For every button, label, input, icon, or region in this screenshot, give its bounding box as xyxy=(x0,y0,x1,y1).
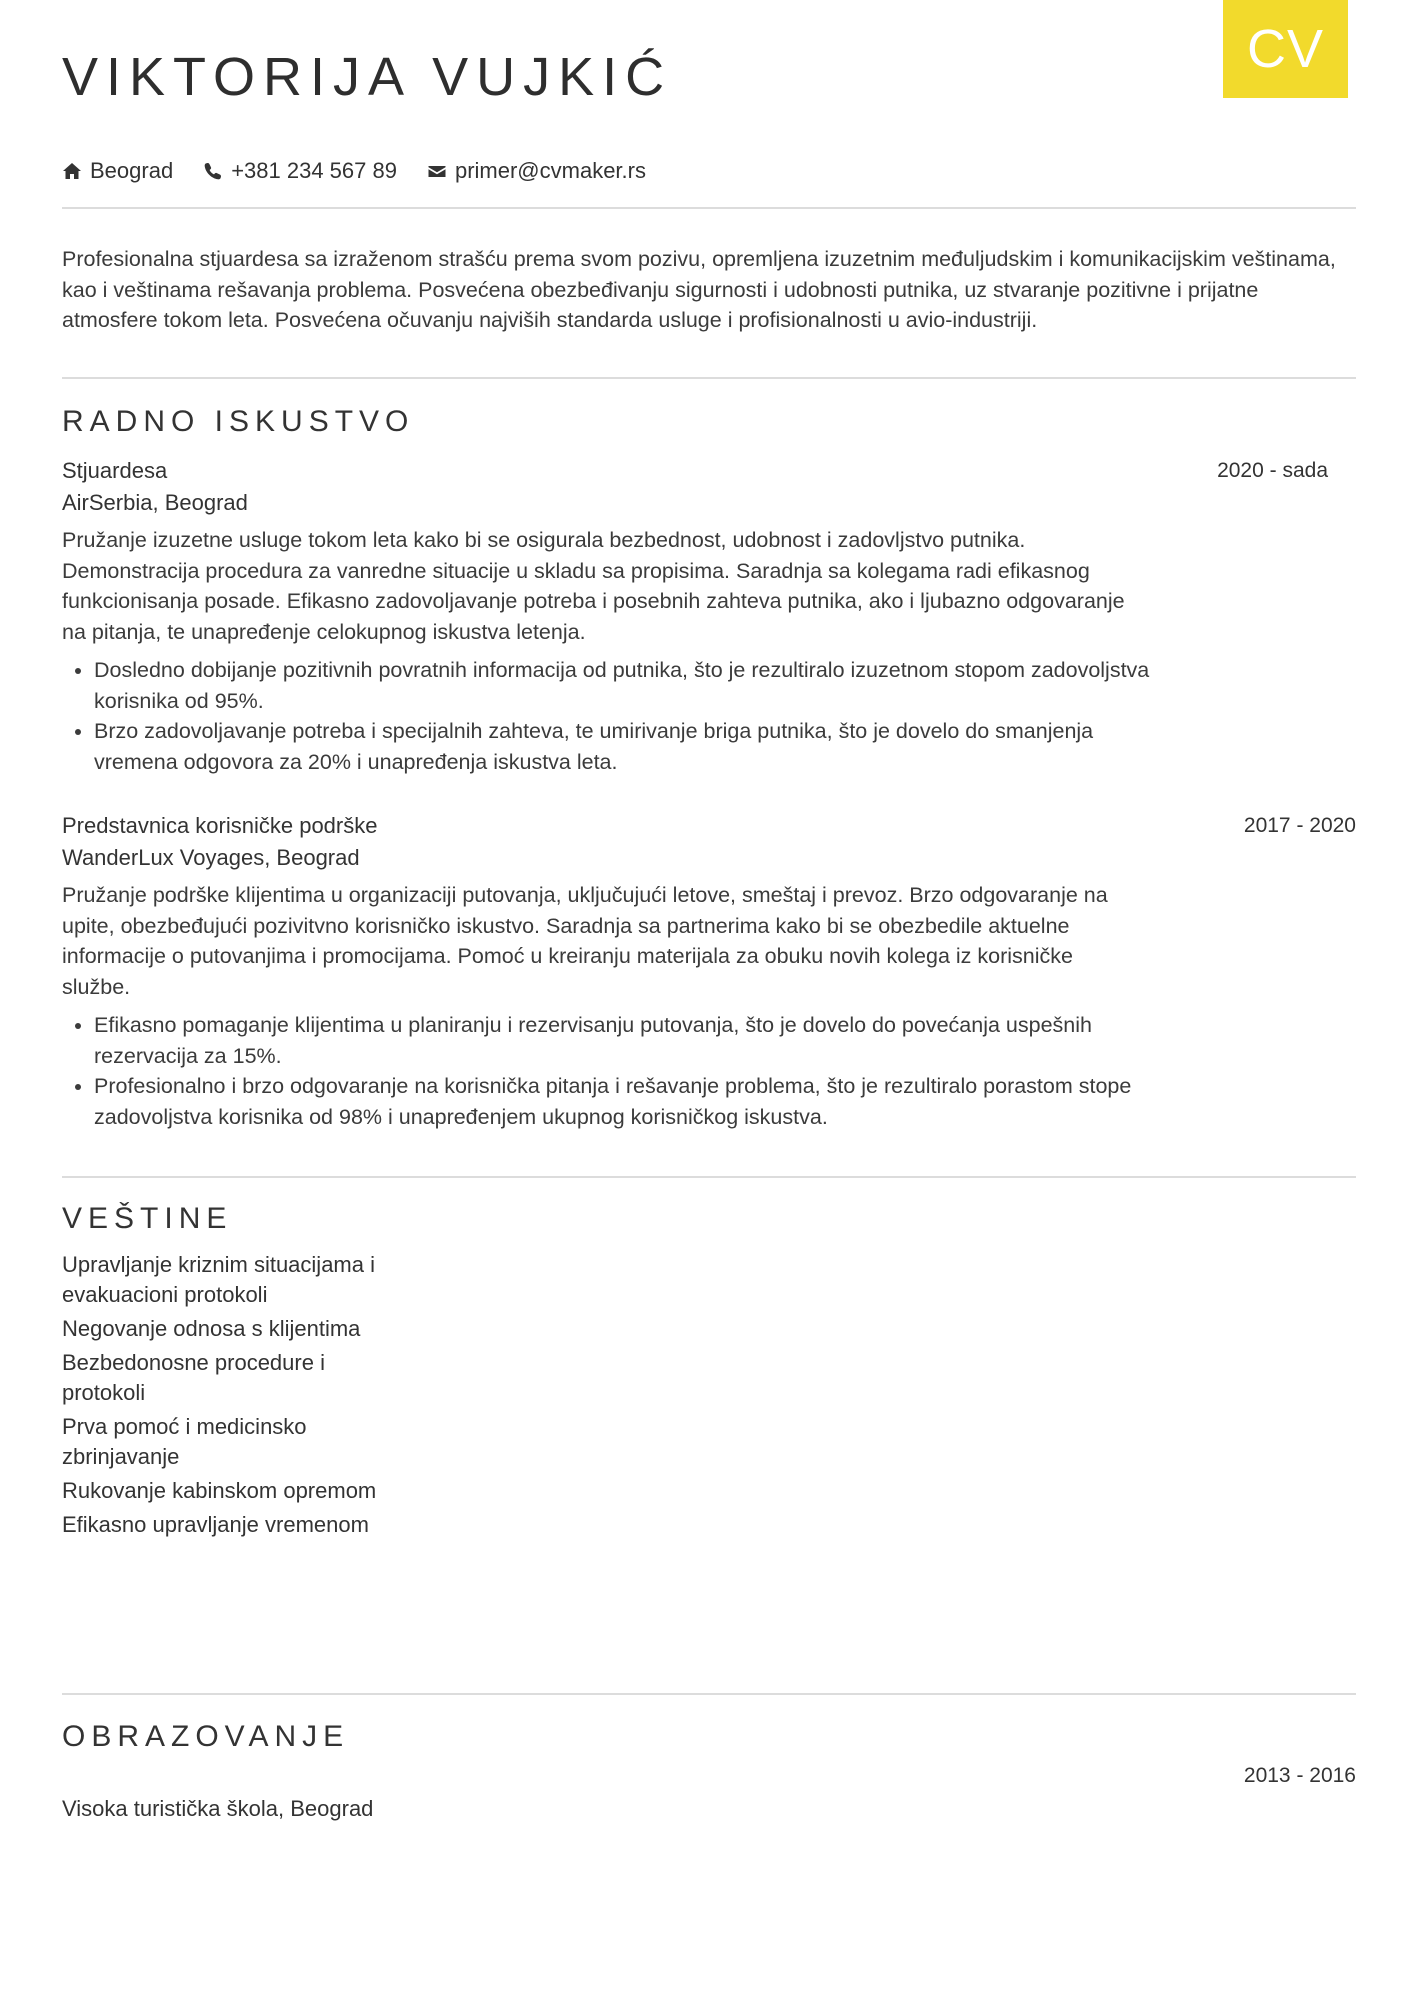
divider xyxy=(62,1693,1356,1695)
candidate-name: VIKTORIJA VUJKIĆ xyxy=(62,47,673,107)
contact-bar xyxy=(62,158,676,184)
job-company: AirSerbia, Beograd xyxy=(62,490,248,515)
divider xyxy=(62,207,1356,209)
contact-phone xyxy=(203,158,397,184)
achievement-item: • Dosledno dobijanje pozitivnih povratnih informacija od putnika, što je rezultiralo izuzetnom stopom zadovoljstva korisnika od 95%. xyxy=(94,655,1154,716)
education-dates: 2013 - 2016 xyxy=(1243,1764,1356,1787)
cv-badge-label: CV xyxy=(1246,19,1324,79)
achievement-item: • Profesionalno i brzo odgovaranje na korisnička pitanja i rešavanje problema, što je rezultiralo porastom stope zadovoljstva korisnika od 98% i unapređenjem ukupnog korisničkog iskustva. xyxy=(94,1071,1154,1132)
skills-list xyxy=(62,1250,382,1544)
skill-item: Efikasno upravljanje vremenom xyxy=(62,1512,369,1537)
divider xyxy=(62,377,1356,379)
envelope-icon xyxy=(427,161,447,181)
section-title-education: OBRAZOVANJE xyxy=(62,1720,350,1753)
skill-item: Bezbedonosne procedure i protokoli xyxy=(62,1350,325,1405)
home-icon xyxy=(62,161,82,181)
job-company: WanderLux Voyages, Beograd xyxy=(62,845,360,870)
section-title-skills: VEŠTINE xyxy=(62,1202,233,1235)
job-description: Pružanje podrške klijentima u organizaciji putovanja, uključujući letove, smeštaj i prevoz. Brzo odgovaranje na upite, obezbeđujući pozivitvno korisničko iskustvo. Saradnja sa partnerima kako bi se obezbedile aktuelne informacije o putovanjima i promocijama. Pomoć u kreiranju materijala za obuku novih kolega iz korisničke službe. xyxy=(62,883,1108,999)
skill-item: Negovanje odnosa s klijentima xyxy=(62,1316,361,1341)
profile-summary: Profesionalna stjuardesa sa izraženom strašću prema svom pozivu, opremljena izuzetnim međuljudskim i komunikacijskim veštinama, kao i veštinama rešavanja problema. Posvećena obezbeđivanju sigurnosti i udobnosti putnika, uz stvaranje pozitivne i prijatne atmosfere tokom leta. Posvećena očuvanju najviših standarda usluge i profisionalnosti u avio-industriji. xyxy=(62,247,1336,332)
contact-city xyxy=(62,158,173,184)
job-dates: 2020 - sada xyxy=(1217,459,1328,482)
job-dates: 2017 - 2020 xyxy=(1243,814,1356,837)
cv-badge xyxy=(1223,0,1348,98)
section-title-experience: RADNO ISKUSTVO xyxy=(62,405,415,438)
job-title: Stjuardesa xyxy=(62,458,168,483)
job-entry xyxy=(62,810,1356,1132)
skill-item: Upravljanje kriznim situacijama i evakuacioni protokoli xyxy=(62,1252,375,1307)
contact-email-text: primer@cvmaker.rs xyxy=(454,158,646,183)
achievement-item: • Brzo zadovoljavanje potreba i specijalnih zahteva, te umirivanje briga putnika, što je dovelo do smanjenja vremena odgovora za 20% i unapređenja iskustva leta. xyxy=(94,716,1154,777)
achievement-item: • Efikasno pomaganje klijentima u planiranju i rezervisanju putovanja, što je dovelo do povećanja uspešnih rezervacija za 15%. xyxy=(94,1010,1154,1071)
job-achievements xyxy=(62,1010,1154,1132)
contact-email xyxy=(427,158,646,184)
job-description: Pružanje izuzetne usluge tokom leta kako bi se osigurala bezbednost, udobnost i zadovljstvo putnika. Demonstracija procedura za vanredne situacije u skladu sa propisima. Saradnja sa kolegama radi efikasnog funkcionisanja posade. Efikasno zadovoljavanje potreba i posebnih zahteva putnika, ako i ljubazno odgovaranje na pitanja, te unapređenje celokupnog iskustva letenja. xyxy=(62,528,1125,644)
phone-icon xyxy=(203,161,223,181)
job-entry xyxy=(62,455,1356,777)
education-school: Visoka turistička škola, Beograd xyxy=(62,1796,374,1821)
divider xyxy=(62,1176,1356,1178)
job-title: Predstavnica korisničke podrške xyxy=(62,813,378,838)
job-achievements xyxy=(62,655,1154,777)
contact-phone-text: +381 234 567 89 xyxy=(231,158,397,183)
skill-item: Prva pomoć i medicinsko zbrinjavanje xyxy=(62,1414,307,1469)
skill-item: Rukovanje kabinskom opremom xyxy=(62,1478,377,1503)
contact-city-text: Beograd xyxy=(90,158,174,183)
